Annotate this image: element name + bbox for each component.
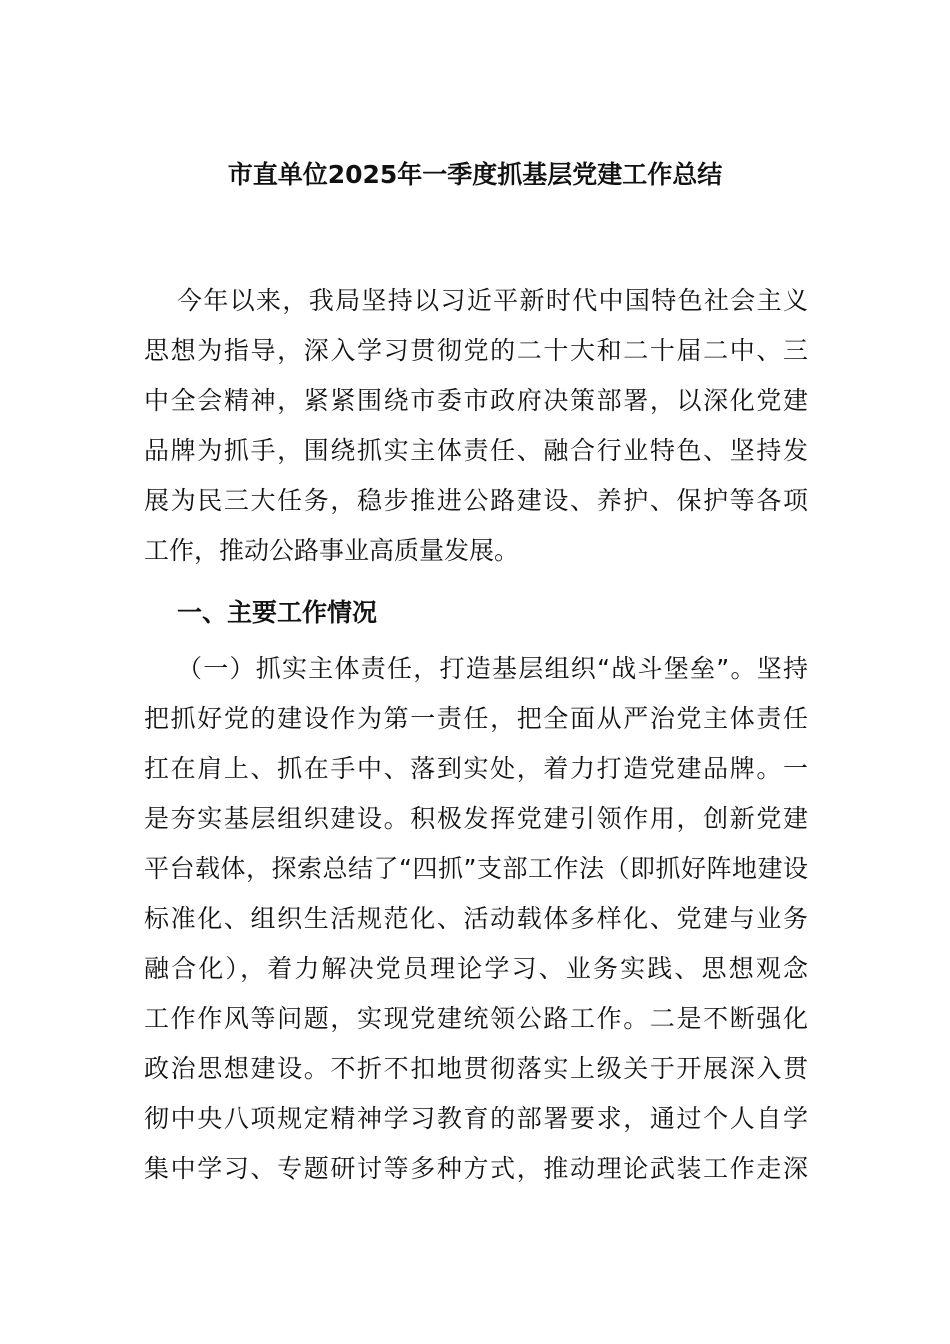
paragraph-line: 展为民三大任务，稳步推进公路建设、养护、保护等各项 — [144, 486, 808, 515]
paragraph-line: 标准化、组织生活规范化、活动载体多样化、党建与业务 — [144, 904, 808, 933]
paragraph-line: 扛在肩上、抓在手中、落到实处，着力打造党建品牌。一 — [144, 754, 808, 783]
intro-paragraph — [144, 276, 808, 576]
paragraph-line: 把抓好党的建设作为第一责任，把全面从严治党主体责任 — [144, 704, 808, 733]
paragraph-line: 思想为指导，深入学习贯彻党的二十大和二十届二中、三 — [144, 336, 808, 365]
section-heading: 一、主要工作情况 — [177, 598, 378, 627]
paragraph-line: （一）抓实主体责任，打造基层组织“战斗堡垒”。坚持 — [177, 654, 808, 683]
paragraph-line: 工作作风等问题，实现党建统领公路工作。二是不断强化 — [144, 1004, 808, 1033]
document-body — [144, 276, 808, 1194]
paragraph-line: 品牌为抓手，围绕抓实主体责任、融合行业特色、坚持发 — [144, 436, 808, 465]
paragraph-line: 彻中央八项规定精神学习教育的部署要求，通过个人自学 — [144, 1104, 808, 1133]
paragraph-line: 工作，推动公路事业高质量发展。 — [144, 536, 520, 565]
paragraph-line: 政治思想建设。不折不扣地贯彻落实上级关于开展深入贯 — [144, 1054, 808, 1083]
paragraph-line: 集中学习、专题研讨等多种方式，推动理论武装工作走深 — [144, 1154, 808, 1183]
paragraph-line: 今年以来，我局坚持以习近平新时代中国特色社会主义 — [177, 286, 808, 315]
paragraph-line: 是夯实基层组织建设。积极发挥党建引领作用，创新党建 — [144, 804, 808, 833]
paragraph-line: 融合化），着力解决党员理论学习、业务实践、思想观念 — [144, 954, 808, 983]
document-title: 市直单位2025年一季度抓基层党建工作总结 — [227, 160, 723, 189]
paragraph-line: 平台载体，探索总结了“四抓”支部工作法（即抓好阵地建设 — [144, 854, 808, 883]
paragraph-line: 中全会精神，紧紧围绕市委市政府决策部署，以深化党建 — [144, 386, 808, 415]
section1-paragraph — [144, 644, 808, 1194]
